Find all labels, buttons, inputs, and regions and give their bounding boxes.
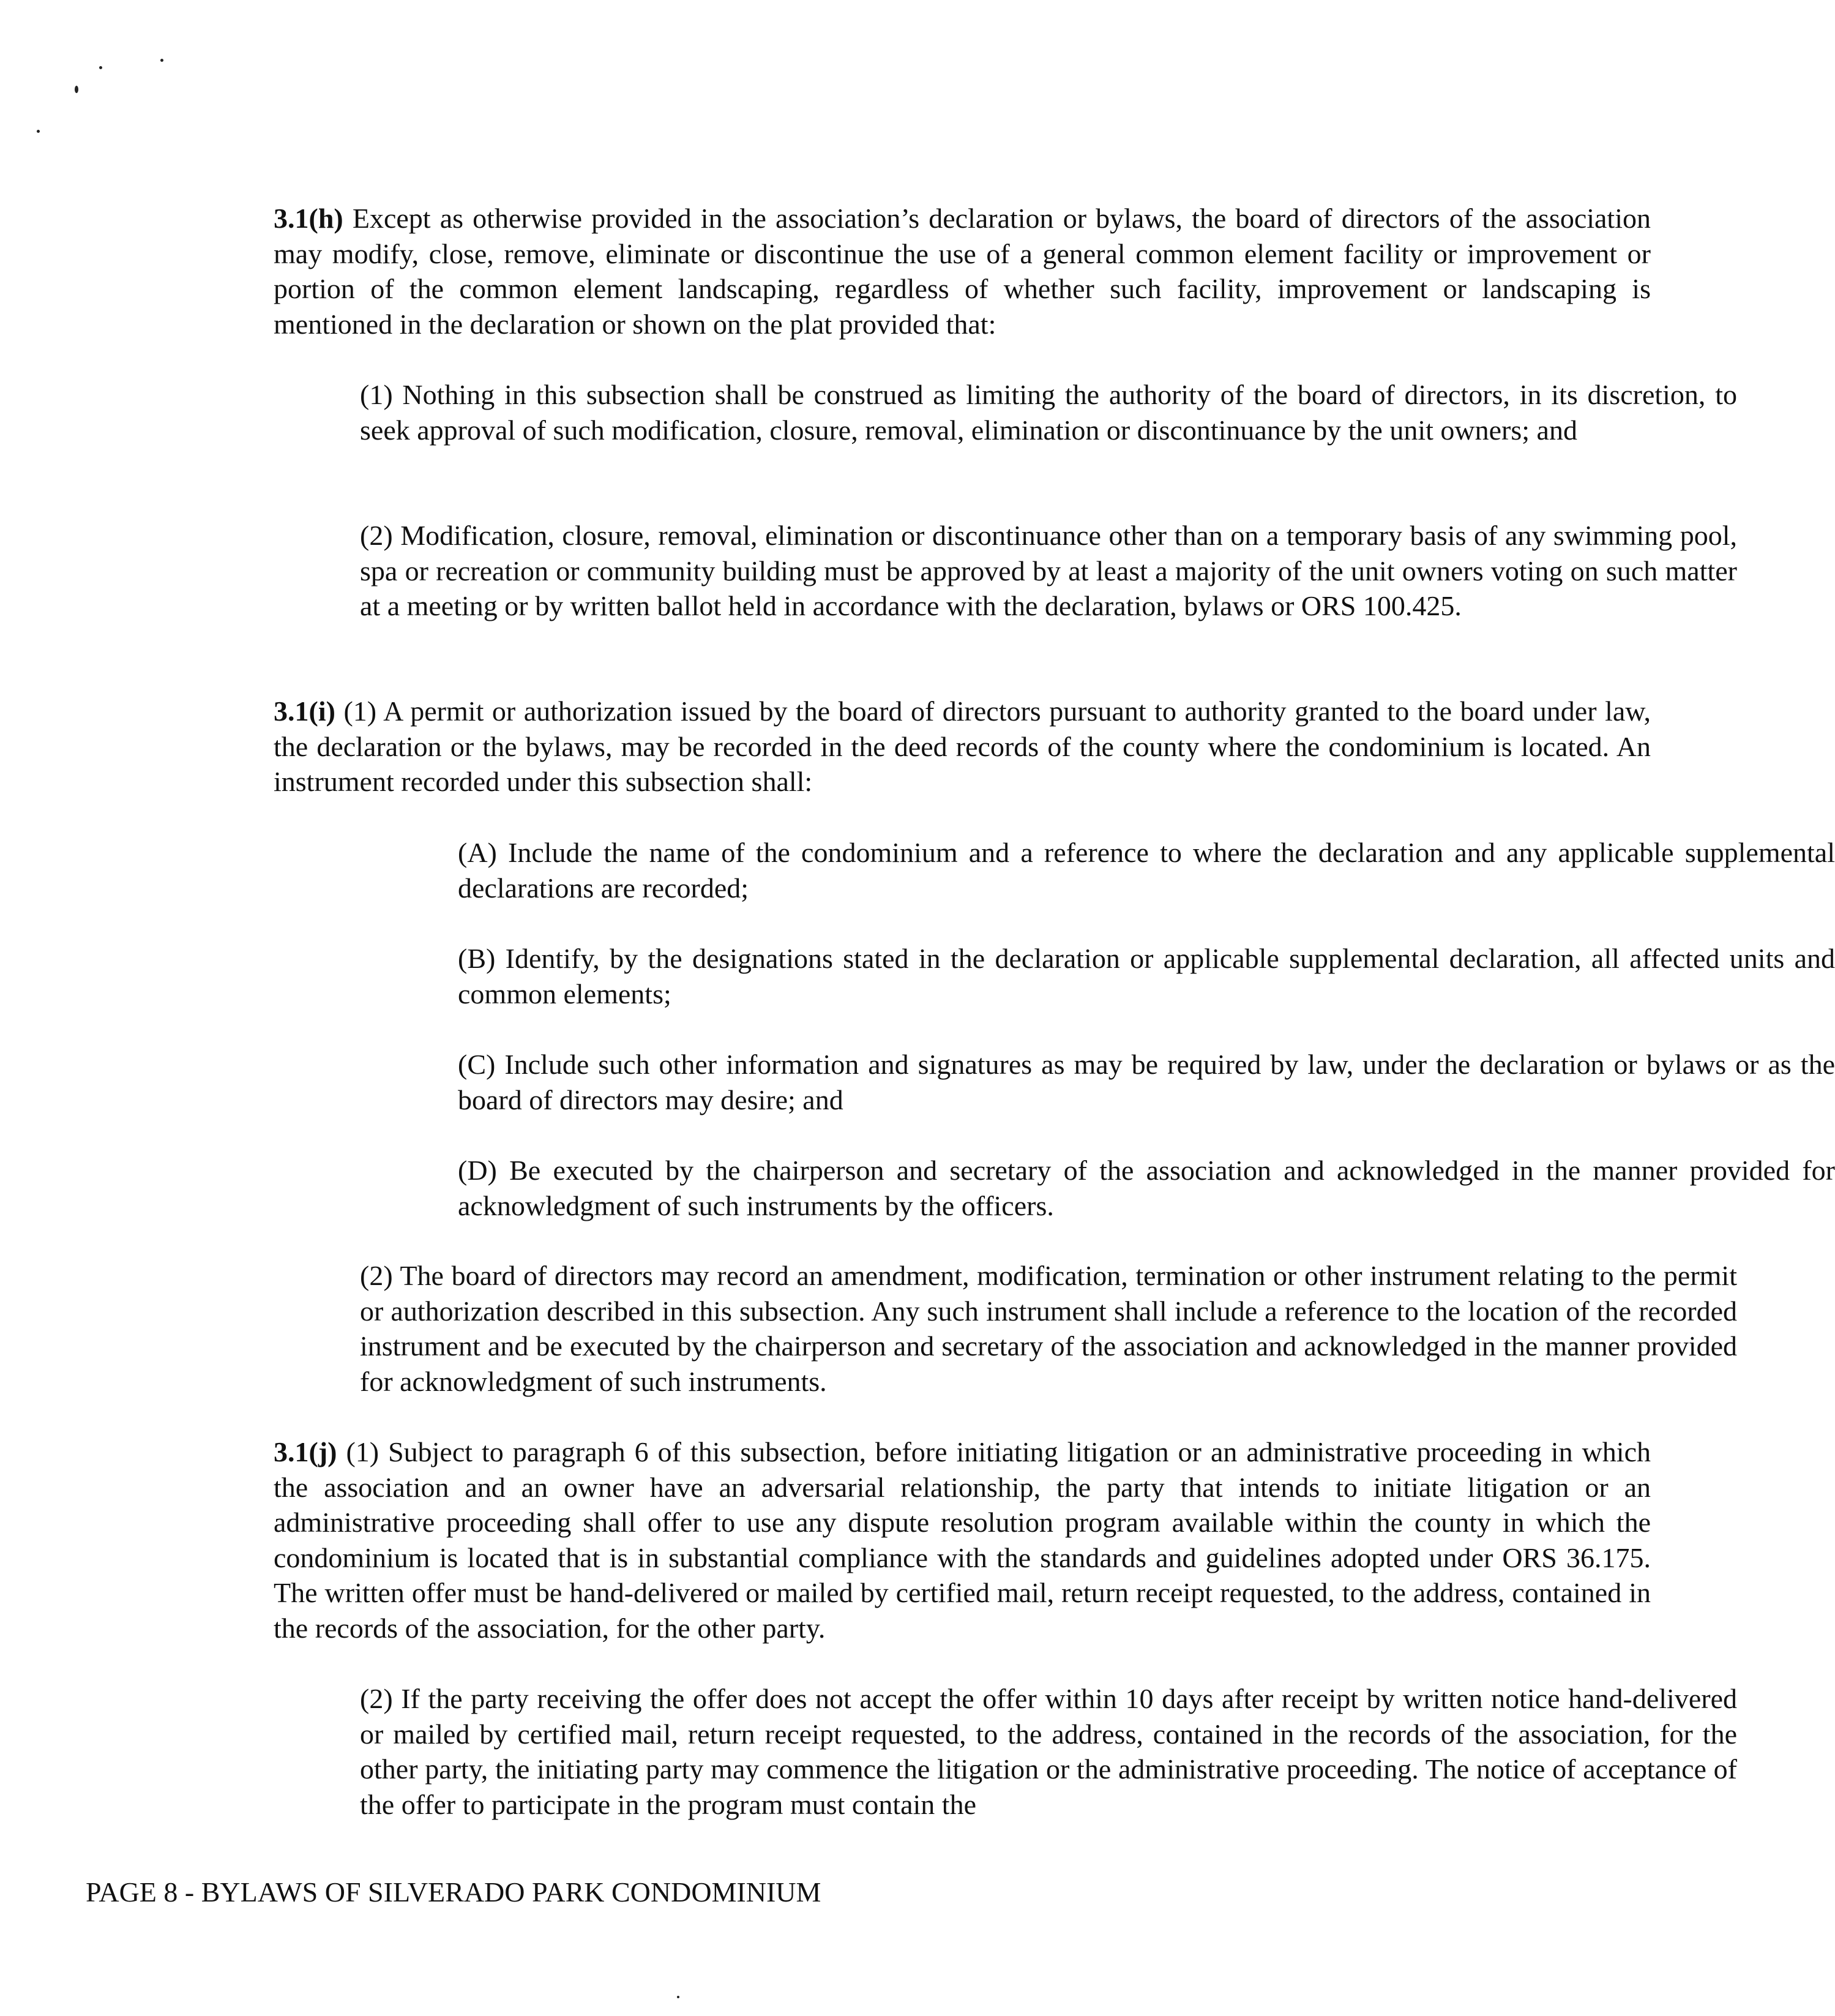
subsection-3-1-i-A xyxy=(89,835,1835,905)
page-footer: PAGE 8 - BYLAWS OF SILVERADO PARK CONDOMINIUM xyxy=(86,1876,821,1908)
subsection-text: (C) Include such other information and signatures as may be required by law, under the declaration or bylaws or as the board of directors may desire; and xyxy=(458,1049,1835,1115)
scan-speck xyxy=(75,86,78,93)
section-text: (1) A permit or authorization issued by the board of directors pursuant to authority granted to the board under law, the declaration or the bylaws, may be recorded in the deed records of the county where the condominium is located. An instrument recorded under this subsection shall: xyxy=(274,695,1651,797)
section-text: Except as otherwise provided in the association’s declaration or bylaws, the board of directors of the association may modify, close, remove, eliminate or discontinue the use of a general common element facility or improvement or portion of the common element landscaping, regardless of whether such facility, improvement or landscaping is mentioned in the declaration or shown on the plat provided that: xyxy=(274,203,1651,340)
subsection-3-1-i-2 xyxy=(89,1258,1737,1399)
subsection-text: (A) Include the name of the condominium and a reference to where the declaration and any applicable supplemental declarations are recorded; xyxy=(458,837,1835,904)
subsection-3-1-i-D xyxy=(89,1153,1835,1223)
subsection-text: (D) Be executed by the chairperson and secretary of the association and acknowledged in the manner provided for acknowledgment of such instruments by the officers. xyxy=(458,1155,1835,1221)
section-3-1-h xyxy=(89,201,1651,342)
subsection-text: (2) The board of directors may record an amendment, modification, termination or other instrument relating to the permit or authorization described in this subsection. Any such instrument shall include a reference to the location of the recorded instrument and be executed by the chairperson and secretary of the association and acknowledged in the manner provided for acknowledgment of such instruments. xyxy=(360,1260,1737,1397)
section-label: 3.1(i) xyxy=(274,695,335,727)
scan-speck xyxy=(677,1996,679,1998)
subsection-3-1-i-C xyxy=(89,1047,1835,1117)
subsection-3-1-h-2 xyxy=(89,518,1737,624)
subsection-text: (2) Modification, closure, removal, elimination or discontinuance other than on a temporary basis of any swimming pool, spa or recreation or community building must be approved by at least a majority of the unit owners voting on such matter at a meeting or by written ballot held in accordance with the declaration, bylaws or ORS 100.425. xyxy=(360,520,1737,621)
subsection-3-1-i-B xyxy=(89,941,1835,1011)
section-label: 3.1(h) xyxy=(274,203,343,234)
subsection-text: (B) Identify, by the designations stated in the declaration or applicable supplemental declaration, all affected units and common elements; xyxy=(458,943,1835,1010)
scan-speck xyxy=(37,130,40,133)
section-text: (1) Subject to paragraph 6 of this subsection, before initiating litigation or an administrative proceeding in which the association and an owner have an adversarial relationship, the party that intends to initiate litigation or an administrative proceeding shall offer to use any dispute resolution program available within the county in which the condominium is located that is in substantial compliance with the standards and guidelines adopted under ORS 36.175. The written offer must be hand-delivered or mailed by certified mail, return receipt requested, to the address, contained in the records of the association, for the other party. xyxy=(274,1436,1651,1644)
section-3-1-i xyxy=(89,694,1651,800)
section-3-1-j xyxy=(89,1434,1651,1646)
subsection-text: (1) Nothing in this subsection shall be construed as limiting the authority of the board of directors, in its discretion, to seek approval of such modification, closure, removal, elimination or discontinuance by the unit owners; and xyxy=(360,379,1737,446)
subsection-text: (2) If the party receiving the offer does not accept the offer within 10 days after receipt by written notice hand-delivered or mailed by certified mail, return receipt requested, to the address, contained in the records of the association, for the other party, the initiating party may commence the litigation or the administrative proceeding. The notice of acceptance of the offer to participate in the program must contain the xyxy=(360,1683,1737,1820)
section-label: 3.1(j) xyxy=(274,1436,337,1467)
scan-speck xyxy=(160,59,163,62)
scan-speck xyxy=(99,66,102,69)
subsection-3-1-h-1 xyxy=(89,377,1737,448)
subsection-3-1-j-2 xyxy=(89,1681,1737,1822)
